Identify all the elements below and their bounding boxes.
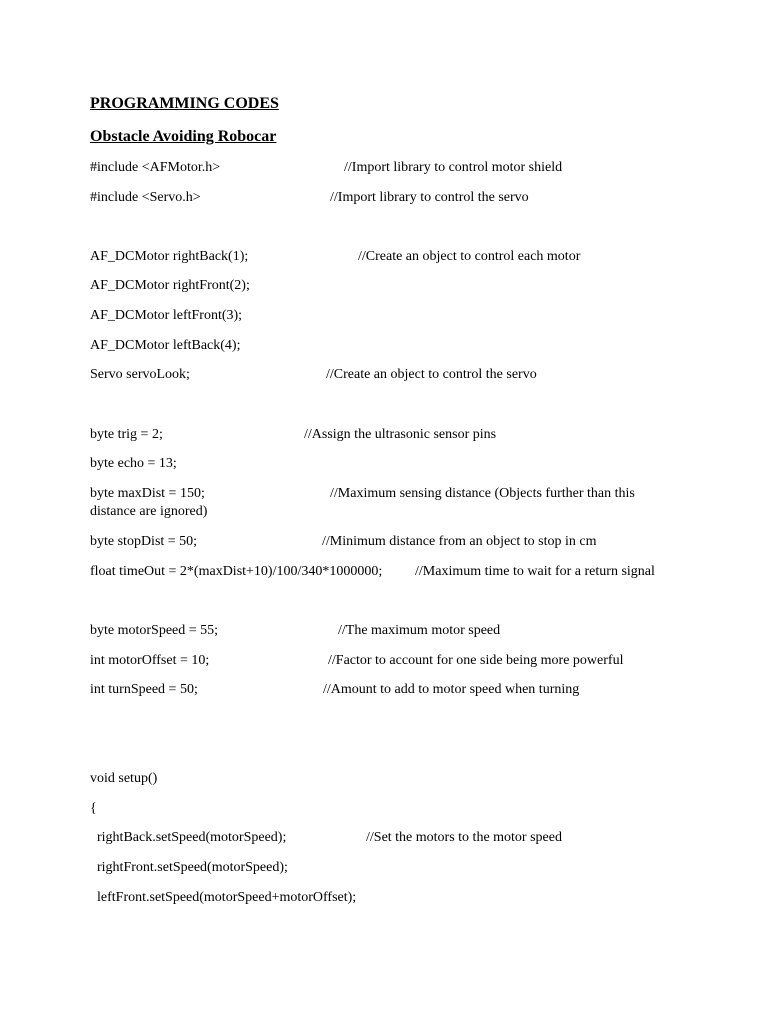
code-comment-continuation: distance are ignored) xyxy=(90,504,208,519)
code-text: AF_DCMotor leftBack(4); xyxy=(90,338,241,353)
code-text: void setup() xyxy=(90,771,158,786)
code-text: Servo servoLook; xyxy=(90,367,190,382)
code-comment: //Create an object to control each motor xyxy=(358,249,581,264)
code-text: byte stopDist = 50; xyxy=(90,534,198,549)
code-text: float timeOut = 2*(maxDist+10)/100/340*1000000; xyxy=(90,564,383,579)
code-text: AF_DCMotor rightFront(2); xyxy=(90,278,250,293)
code-comment: //Import library to control the servo xyxy=(330,190,529,205)
code-text: byte trig = 2; xyxy=(90,427,163,442)
code-text: rightBack.setSpeed(motorSpeed); xyxy=(90,830,287,845)
code-text: #include <Servo.h> xyxy=(90,190,201,205)
code-text: { xyxy=(90,801,97,816)
code-comment: //Assign the ultrasonic sensor pins xyxy=(304,427,497,442)
code-text: int motorOffset = 10; xyxy=(90,653,210,668)
code-text: byte maxDist = 150; xyxy=(90,486,205,501)
code-text: int turnSpeed = 50; xyxy=(90,682,198,697)
page-title: PROGRAMMING CODES xyxy=(90,95,279,112)
code-comment: //The maximum motor speed xyxy=(338,623,501,638)
code-text: rightFront.setSpeed(motorSpeed); xyxy=(90,860,288,875)
code-comment: //Maximum time to wait for a return signal xyxy=(415,564,655,579)
code-comment: //Create an object to control the servo xyxy=(326,367,537,382)
code-comment: //Factor to account for one side being more powerful xyxy=(328,653,624,668)
code-text: #include <AFMotor.h> xyxy=(90,160,221,175)
code-text: byte echo = 13; xyxy=(90,456,177,471)
code-comment: //Set the motors to the motor speed xyxy=(366,830,562,845)
code-text: AF_DCMotor leftFront(3); xyxy=(90,308,243,323)
section-title: Obstacle Avoiding Robocar xyxy=(90,128,277,145)
code-comment: //Import library to control motor shield xyxy=(344,160,563,175)
code-comment: //Minimum distance from an object to stop in cm xyxy=(322,534,597,549)
code-text: AF_DCMotor rightBack(1); xyxy=(90,249,249,264)
code-comment: //Amount to add to motor speed when turning xyxy=(323,682,580,697)
code-text: byte motorSpeed = 55; xyxy=(90,623,219,638)
code-comment: //Maximum sensing distance (Objects further than this xyxy=(330,486,635,501)
code-text: leftFront.setSpeed(motorSpeed+motorOffset); xyxy=(90,890,357,905)
